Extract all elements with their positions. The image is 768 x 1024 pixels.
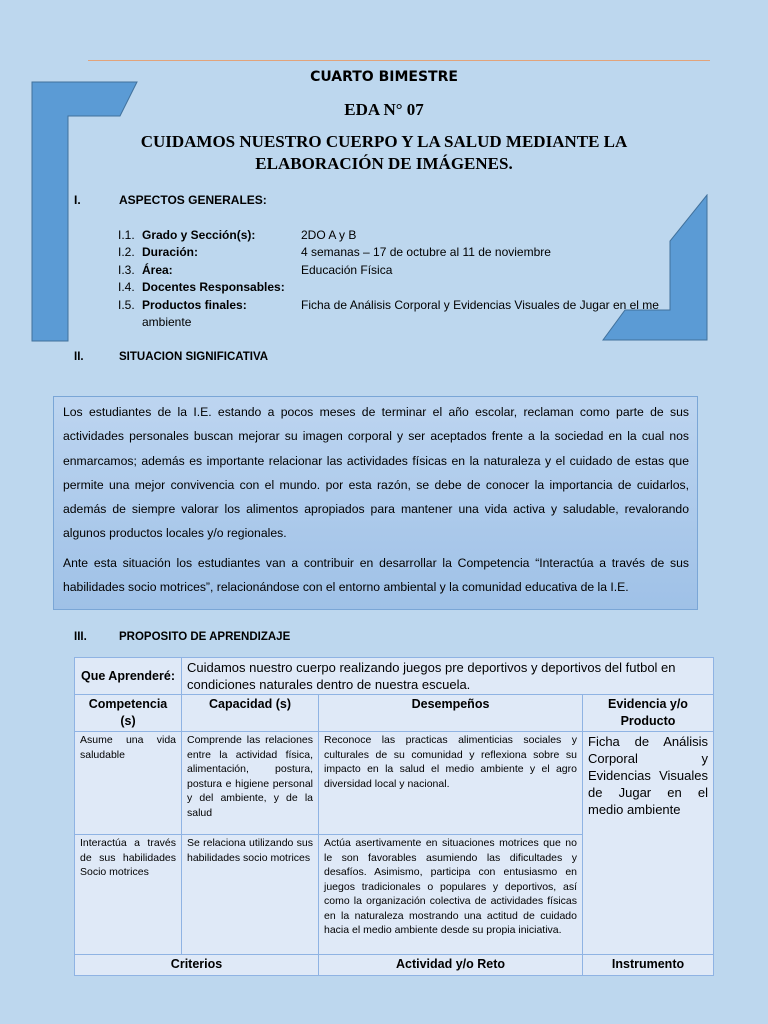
column-header: Capacidad (s)	[182, 695, 319, 732]
item-label: Área:	[142, 263, 173, 277]
page-title	[0, 131, 768, 175]
section-2-title: SITUACION SIGNIFICATIVA	[119, 351, 269, 363]
actividad-header: Actividad y/o Reto	[319, 955, 583, 976]
item-number: I.1.	[118, 228, 135, 242]
section-3-title: PROPOSITO DE APRENDIZAJE	[119, 631, 291, 643]
section-1-number: I.	[74, 193, 81, 207]
que-aprendere-value: Cuidamos nuestro cuerpo realizando juegos pre deportivos y deportivos del futbol en condiciones naturales dentro de nuestra escuela.	[182, 658, 714, 695]
purpose-table	[74, 657, 714, 976]
title-line-2: ELABORACIÓN DE IMÁGENES.	[255, 154, 513, 173]
column-header: Evidencia y/o Producto	[583, 695, 714, 732]
bimestre-heading: CUARTO BIMESTRE	[310, 69, 458, 85]
item-value-continuation: ambiente	[142, 315, 192, 329]
item-number: I.2.	[118, 245, 135, 259]
que-aprendere-label: Que Aprenderé:	[75, 658, 182, 695]
item-number: I.4.	[118, 280, 135, 294]
title-line-1: CUIDAMOS NUESTRO CUERPO Y LA SALUD MEDIANTE LA	[140, 132, 628, 151]
instrumento-header: Instrumento	[583, 955, 714, 976]
item-value: 2DO A y B	[301, 228, 357, 242]
column-header: Desempeños	[319, 695, 583, 732]
section-2-number: II.	[74, 351, 84, 363]
item-value: 4 semanas – 17 de octubre al 11 de noviembre	[301, 245, 551, 259]
section-3-number: III.	[74, 631, 87, 643]
capacidad-cell: Comprende las relaciones entre la actividad física, alimentación, postura, postura e higiene personal y del ambiente, y de la salud	[182, 732, 319, 835]
item-label: Grado y Sección(s):	[142, 228, 256, 242]
competencia-cell: Interactúa a través de sus habilidades Socio motrices	[75, 835, 182, 955]
situation-paragraph-2: Ante esta situación los estudiantes van a contribuir en desarrollar la Competencia “Interactúa a través de sus habilidades socio motrices”, relacionándose con el entorno ambiental y la comunidad educativa de la I.E.	[63, 555, 689, 595]
section-1-title: ASPECTOS GENERALES:	[119, 193, 267, 207]
competencia-cell: Asume una vida saludable	[75, 732, 182, 835]
table-footer-row	[75, 955, 714, 976]
criterios-header: Criterios	[75, 955, 319, 976]
eda-heading: EDA N° 07	[344, 100, 424, 119]
item-label: Docentes Responsables:	[142, 280, 285, 294]
situation-box	[53, 396, 698, 610]
table-header-row	[75, 695, 714, 732]
table-row	[75, 658, 714, 695]
desempenos-cell: Reconoce las practicas alimenticias sociales y culturales de su comunidad y reflexiona sobre su impacto en la salud el medio ambiente y el agro diversidad local y nacional.	[319, 732, 583, 835]
item-number: I.5.	[118, 298, 135, 312]
header-divider	[88, 60, 710, 61]
item-number: I.3.	[118, 263, 135, 277]
column-header: Competencia (s)	[75, 695, 182, 732]
desempenos-cell: Actúa asertivamente en situaciones motrices que no le son favorables asumiendo las dificultades y desafíos. Asimismo, participa con entusiasmo en juegos tradicionales o populares y deportivos, así como la organización colectiva de actividades físicas en la naturaleza mostrando una actitud de cuidado hacia el medio ambiente desde su propia iniciativa.	[319, 835, 583, 955]
capacidad-cell: Se relaciona utilizando sus habilidades socio motrices	[182, 835, 319, 955]
evidencia-cell: Ficha de Análisis Corporal y Evidencias Visuales de Jugar en el medio ambiente	[583, 732, 714, 955]
corner-bracket-right	[602, 194, 710, 342]
situation-paragraph-1: Los estudiantes de la I.E. estando a pocos meses de terminar el año escolar, reclaman como parte de sus actividades personales buscan mejorar su imagen corporal y ser aceptados frente a la sociedad en la cual nos enmarcamos; además es importante relacionar las actividades físicas en la naturaleza y el cuidado de estas que permite una mejor convivencia con el mundo. por esta razón, se debe de conocer la importancia de cuidarlos, además de siempre valorar los alimentos apropiados para mantener una vida activa y saludable, revalorando algunos productos locales y/o regionales.	[63, 405, 689, 541]
item-value: Educación Física	[301, 263, 393, 277]
item-label: Duración:	[142, 245, 199, 259]
table-row	[75, 732, 714, 835]
item-label: Productos finales:	[142, 298, 247, 312]
item-value: Ficha de Análisis Corporal y Evidencias Visuales de Jugar en el me	[301, 298, 659, 312]
